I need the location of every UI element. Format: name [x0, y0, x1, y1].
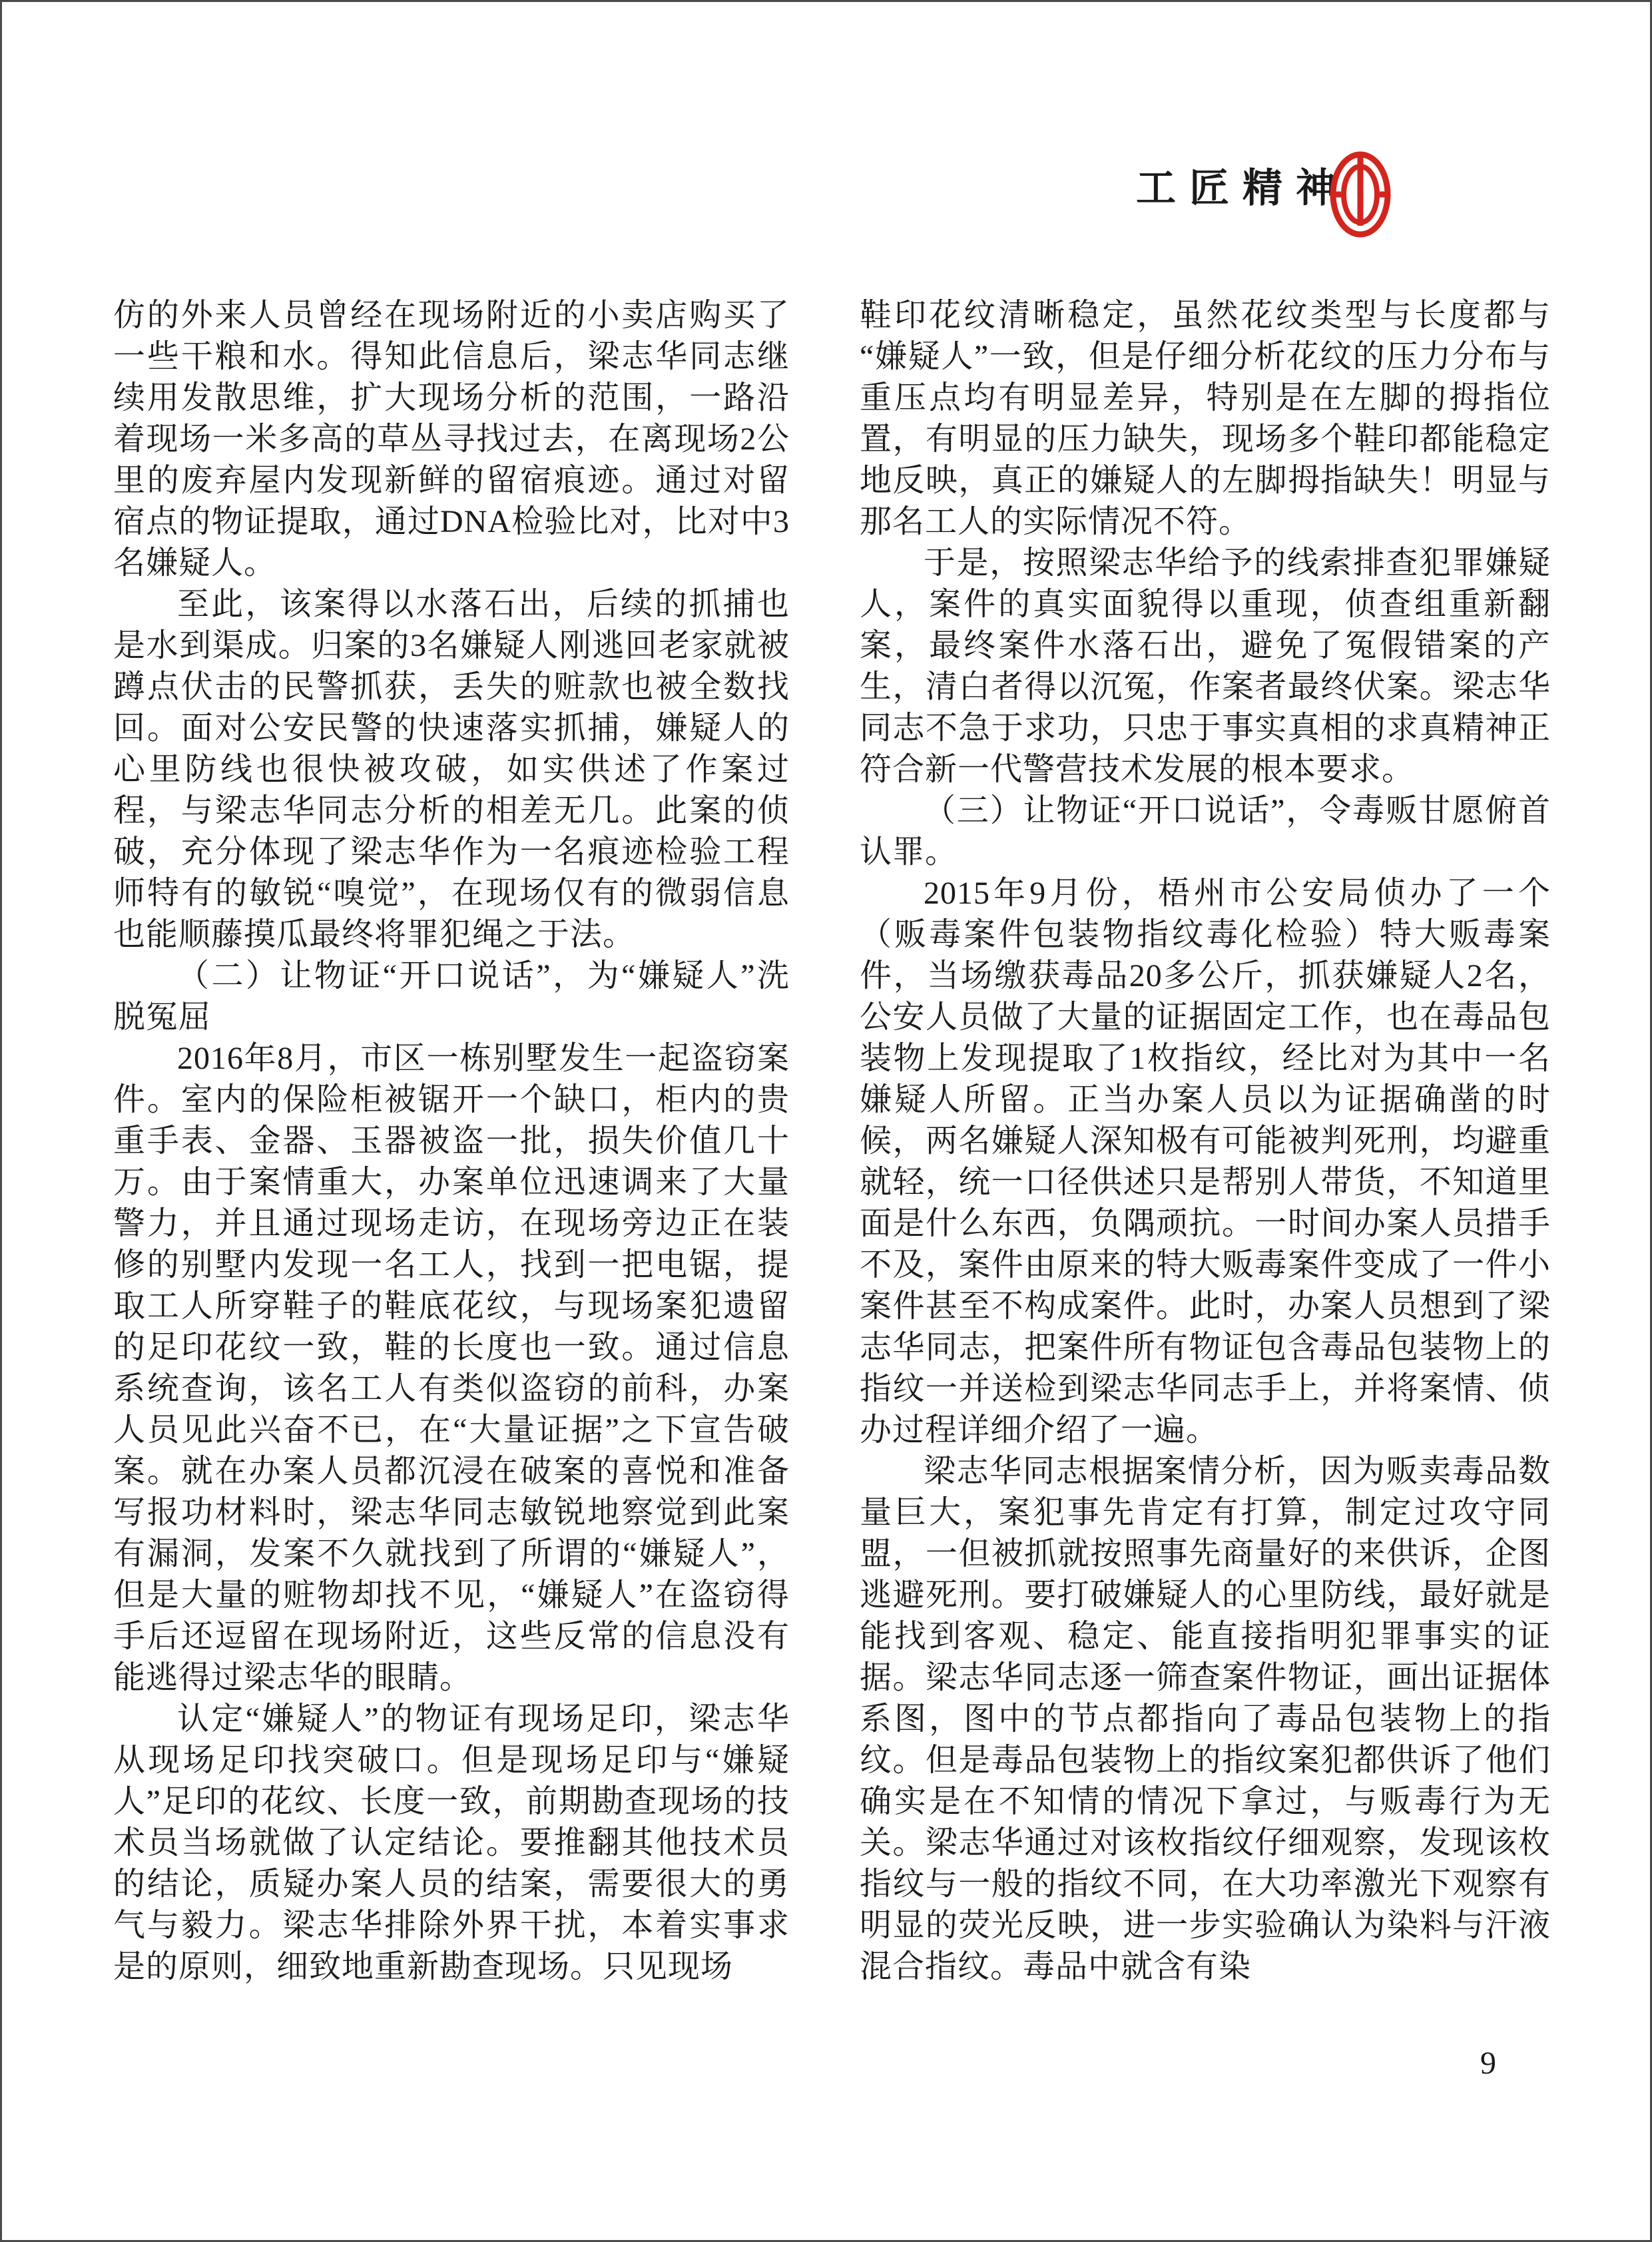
paragraph: 梁志华同志根据案情分析，因为贩卖毒品数量巨大，案犯事先肯定有打算，制定过攻守同盟，一但被抓就按照事先商量好的来供诉，企图逃避死刑。要打破嫌疑人的心里防线，最好就是能找到客观、稳定、能直接指明犯罪事实的证据。梁志华同志逐一筛查案件物证，画出证据体系图，图中的节点都指向了毒品包装物上的指纹。但是毒品包装物上的指纹案犯都供诉了他们确实是在不知情的情况下拿过，与贩毒行为无关。梁志华通过对该枚指纹仔细观察，发现该枚指纹与一般的指纹不同，在大功率激光下观察有明显的荧光反映，进一步实验确认为染料与汗液混合指纹。毒品中就含有染 [860, 1454, 1551, 1984]
paragraph: 鞋印花纹清晰稳定，虽然花纹类型与长度都与“嫌疑人”一致，但是仔细分析花纹的压力分布与重压点均有明显差异，特别是在左脚的拇指位置，有明显的压力缺失，现场多个鞋印都能稳定地反映，真正的嫌疑人的左脚拇指缺失！明显与那名工人的实际情况不符。 [860, 298, 1551, 539]
paragraph: 2015年9月份，梧州市公安局侦办了一个（贩毒案件包装物指纹毒化检验）特大贩毒案件，当场缴获毒品20多公斤，抓获嫌疑人2名，公安人员做了大量的证据固定工作，也在毒品包装物上发现提取了1枚指纹，经比对为其中一名嫌疑人所留。正当办案人员以为证据确凿的时候，两名嫌疑人深知极有可能被判死刑，均避重就轻，统一口径供述只是帮别人带货，不知道里面是什么东西，负隅顽抗。一时间办案人员措手不及，案件由原来的特大贩毒案件变成了一件小案件甚至不构成案件。此时，办案人员想到了梁志华同志，把案件所有物证包含毒品包装物上的指纹一并送检到梁志华同志手上，并将案情、侦办过程详细介绍了一遍。 [860, 876, 1551, 1448]
trade-union-logo-icon [1330, 151, 1391, 238]
paragraph: （二）让物证“开口说话”，为“嫌疑人”洗脱冤屈 [113, 958, 790, 1035]
right-column [860, 295, 1551, 1988]
paragraph: （三）让物证“开口说话”，令毒贩甘愿俯首认罪。 [860, 793, 1551, 870]
left-column [113, 295, 790, 1988]
paragraph: 至此，该案得以水落石出，后续的抓捕也是水到渠成。归案的3名嫌疑人刚逃回老家就被蹲点伏击的民警抓获，丢失的赃款也被全数找回。面对公安民警的快速落实抓捕，嫌疑人的心里防线也很快被攻破，如实供述了作案过程，与梁志华同志分析的相差无几。此案的侦破，充分体现了梁志华作为一名痕迹检验工程师特有的敏锐“嗅觉”，在现场仅有的微弱信息也能顺藤摸瓜最终将罪犯绳之于法。 [113, 587, 790, 952]
paragraph: 仿的外来人员曾经在现场附近的小卖店购买了一些干粮和水。得知此信息后，梁志华同志继续用发散思维，扩大现场分析的范围，一路沿着现场一米多高的草丛寻找过去，在离现场2公里的废弃屋内发现新鲜的留宿痕迹。通过对留宿点的物证提取，通过DNA检验比对，比对中3名嫌疑人。 [113, 298, 790, 581]
paragraph: 2016年8月，市区一栋别墅发生一起盗窃案件。室内的保险柜被锯开一个缺口，柜内的贵重手表、金器、玉器被盗一批，损失价值几十万。由于案情重大，办案单位迅速调来了大量警力，并且通过现场走访，在现场旁边正在装修的别墅内发现一名工人，找到一把电锯，提取工人所穿鞋子的鞋底花纹，与现场案犯遗留的足印花纹一致，鞋的长度也一致。通过信息系统查询，该名工人有类似盗窃的前科，办案人员见此兴奋不已，在“大量证据”之下宣告破案。就在办案人员都沉浸在破案的喜悦和准备写报功材料时，梁志华同志敏锐地察觉到此案有漏洞，发案不久就找到了所谓的“嫌疑人”，但是大量的赃物却找不见，“嫌疑人”在盗窃得手后还逗留在现场附近，这些反常的信息没有能逃得过梁志华的眼睛。 [113, 1041, 790, 1695]
page-number: 9 [1480, 2046, 1496, 2081]
paragraph: 认定“嫌疑人”的物证有现场足印，梁志华从现场足印找突破口。但是现场足印与“嫌疑人”足印的花纹、长度一致，前期勘查现场的技术员当场就做了认定结论。要推翻其他技术员的结论，质疑办案人员的结案，需要很大的勇气与毅力。梁志华排除外界干扰，本着实事求是的原则，细致地重新勘查现场。只见现场 [113, 1701, 790, 1984]
section-title: 工匠精神 [1136, 166, 1349, 210]
paragraph: 于是，按照梁志华给予的线索排查犯罪嫌疑人，案件的真实面貌得以重现，侦查组重新翻案，最终案件水落石出，避免了冤假错案的产生，清白者得以沉冤，作案者最终伏案。梁志华同志不急于求功，只忠于事实真相的求真精神正符合新一代警营技术发展的根本要求。 [860, 545, 1551, 787]
